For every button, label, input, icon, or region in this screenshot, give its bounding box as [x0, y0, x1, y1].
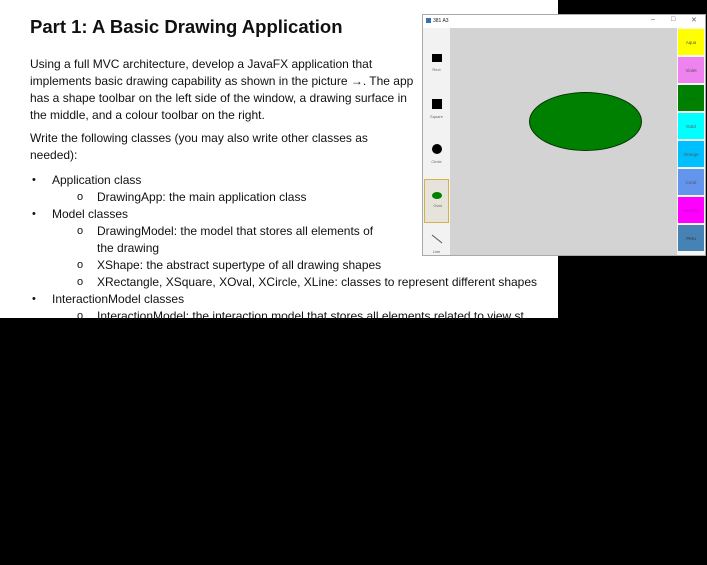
shape-button-oval	[424, 179, 449, 223]
color-button-orange: Orange	[678, 141, 704, 167]
color-button-fuchsia: Fuchsia	[678, 197, 704, 223]
filled-rectangle-icon	[432, 54, 442, 62]
sub-bullet-drawingapp	[77, 189, 307, 206]
shape-label: Circle	[431, 159, 442, 164]
bullet-marker: •	[32, 174, 36, 186]
minimize-icon: –	[651, 16, 655, 23]
colour-toolbar	[677, 28, 705, 255]
color-button-aqua: Aqua	[678, 29, 704, 55]
shape-toolbar	[423, 28, 450, 255]
color-button-green: Green	[678, 85, 704, 111]
window-titlebar	[423, 15, 705, 28]
sub-bullet-marker: o	[77, 225, 84, 237]
close-icon: ✕	[691, 17, 697, 24]
sub-bullet-text: DrawingModel: the model that stores all elements of	[97, 224, 374, 238]
sub-bullet-xshape	[77, 257, 382, 274]
drawing-canvas	[450, 28, 677, 255]
filled-square-icon	[432, 99, 442, 109]
sub-bullet-marker: o	[77, 259, 84, 271]
shape-label: Square	[430, 114, 443, 119]
bullet-interactionmodel-classes	[32, 291, 185, 308]
sub-bullet-interactionmodel	[77, 308, 524, 325]
bullet-model-classes	[32, 206, 129, 223]
drawn-oval	[529, 92, 642, 151]
sub-bullet-text: XRectangle, XSquare, XOval, XCircle, XLine: classes to represent different shapes	[97, 275, 538, 289]
app-icon	[426, 18, 431, 23]
intro-paragraph: Using a full MVC architecture, develop a JavaFX application that implements basic drawing capability as shown in the picture →. The app has a shape toolbar on the left side of the window, a drawing surface in the middle, and a colour toolbar on the right.	[30, 57, 414, 122]
sub-bullet-text: DrawingApp: the main application class	[97, 190, 307, 204]
sub-bullet-marker: o	[77, 191, 84, 203]
maximize-icon: □	[671, 16, 676, 23]
sub-bullet-text: InteractionModel: the interaction model that stores all elements related to view st	[97, 309, 524, 323]
shape-label: Line	[432, 249, 441, 254]
shape-label: Rect	[432, 67, 441, 72]
window-title: 381 A3	[433, 18, 449, 24]
color-button-coral: Coral	[678, 169, 704, 195]
color-button-violet: Violet	[678, 57, 704, 83]
diagonal-line-icon	[431, 234, 443, 244]
shape-button-circle	[424, 134, 449, 178]
sub-bullet-text-continued: the drawing	[97, 241, 160, 255]
bullet-marker: •	[32, 293, 36, 305]
bullet-text: InteractionModel classes	[52, 292, 185, 306]
filled-circle-icon	[432, 144, 442, 154]
shape-label: Oval	[433, 203, 442, 208]
instruction-paragraph: Write the following classes (you may also write other classes as needed):	[30, 131, 368, 162]
color-button-gold: Gold	[678, 113, 704, 139]
sub-bullet-text: XShape: the abstract supertype of all drawing shapes	[97, 258, 382, 272]
bullet-text: Model classes	[52, 207, 129, 221]
sub-bullet-marker: o	[77, 310, 84, 322]
bullet-application-class	[32, 172, 142, 189]
bullet-marker: •	[32, 208, 36, 220]
sub-bullet-marker: o	[77, 276, 84, 288]
bullet-text: Application class	[52, 173, 142, 187]
shape-button-rect	[424, 44, 449, 88]
app-window-screenshot	[422, 14, 706, 256]
shape-button-square	[424, 89, 449, 133]
green-oval-icon	[432, 192, 442, 199]
page-title: Part 1: A Basic Drawing Application	[30, 16, 343, 37]
sub-bullet-drawingmodel	[77, 223, 374, 257]
sub-bullet-shape-classes	[77, 274, 538, 291]
color-button-peru: Peru	[678, 225, 704, 251]
shape-button-line	[424, 224, 449, 268]
